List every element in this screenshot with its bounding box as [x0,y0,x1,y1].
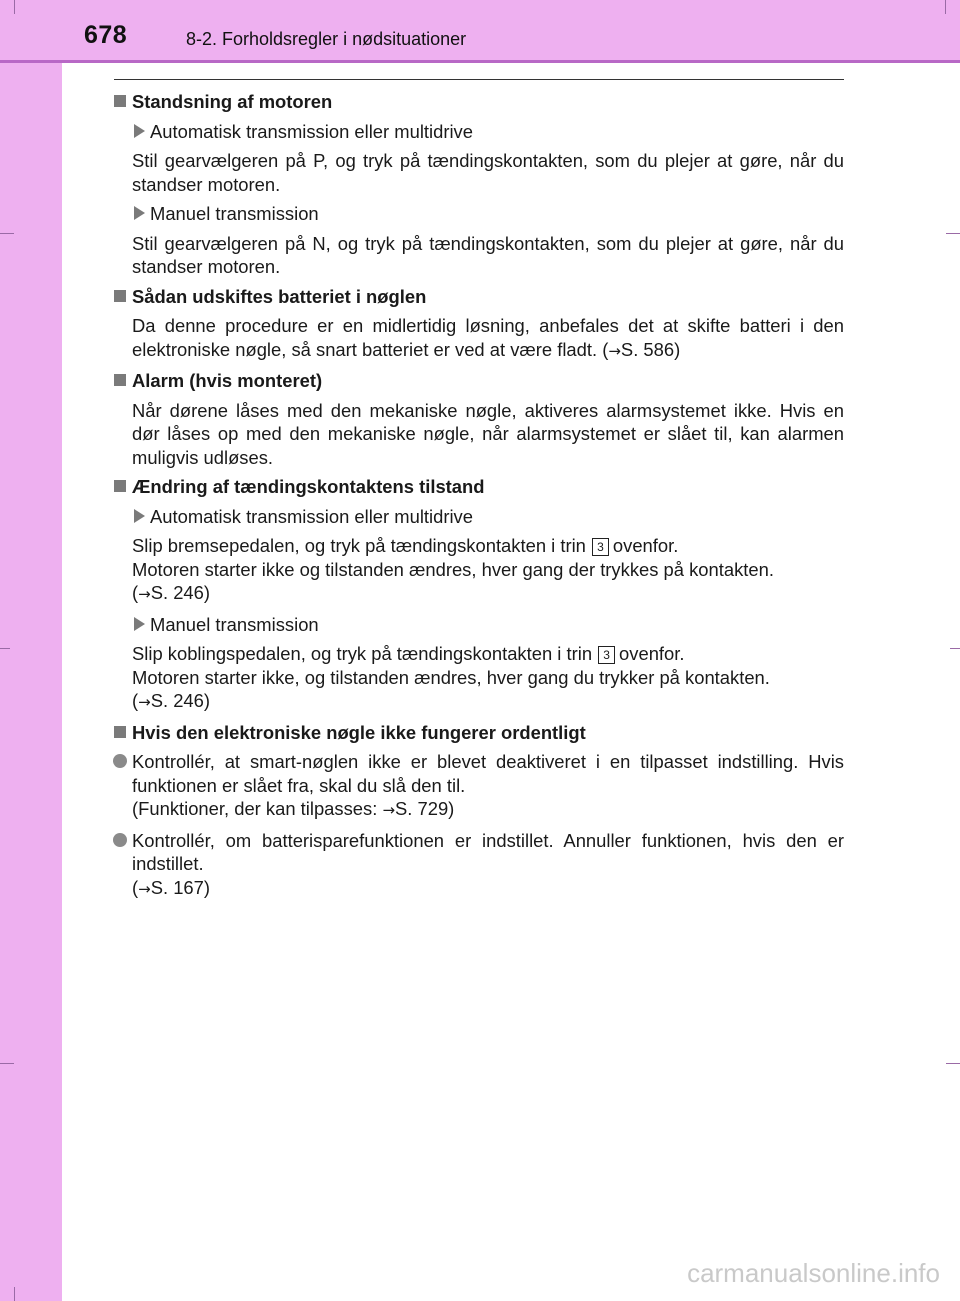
crop-mark [950,648,960,649]
square-bullet-icon [114,374,126,386]
subheading-manual [112,202,844,226]
heading-ignition-mode [112,475,844,499]
square-bullet-icon [114,480,126,492]
paragraph-line [132,534,844,558]
crop-mark [0,233,14,234]
crop-mark [946,1063,960,1064]
triangle-bullet-icon [134,206,145,220]
paragraph [112,314,844,363]
paren: ( [132,690,139,711]
page-content [112,90,844,907]
paragraph-line [132,581,844,607]
heading-text: Alarm (hvis monteret) [132,370,323,391]
subheading-manual [112,613,844,637]
subheading-text: Manuel transmission [150,613,319,635]
page-reference: S. 246) [150,690,210,711]
paragraph-line: Kontrollér, om batterisparefunktionen er indstillet. Annuller funktionen, hvis den er indstillet. [132,829,844,874]
step-number-box: 3 [592,538,609,556]
paren: ( [132,582,139,603]
paragraph-text: Slip koblingspedalen, og tryk på tændingskontakten i trin [132,643,593,664]
page-reference: S. 729) [395,798,455,819]
paren: ( [132,876,139,898]
triangle-bullet-icon [134,509,145,523]
arrow-right-icon: → [138,585,151,603]
heading-text: Standsning af motoren [132,91,333,112]
paragraph-text: Da denne procedure er en midlertidig løsning, anbefales det at skifte batteri i den elektroniske nøgle, så snart batteriet er ved at være fladt. ( [132,315,844,360]
paragraph-line: Kontrollér, at smart-nøglen ikke er blevet deaktiveret i en tilpasset indstilling. Hvis funktionen er slået fra, skal du slå den til. [132,751,844,796]
subheading-text: Manuel transmission [150,203,319,224]
subheading-automatic [112,120,844,144]
paragraph: Stil gearvælgeren på P, og tryk på tændingskontakten, som du plejer at gøre, når du standser motoren. [132,150,844,195]
paragraph: Stil gearvælgeren på N, og tryk på tændingskontakten, som du plejer at gøre, når du standser motoren. [132,232,844,277]
crop-mark [14,1287,15,1301]
triangle-bullet-icon [134,617,145,631]
heading-text: Sådan udskiftes batteriet i nøglen [132,285,427,307]
heading-key-malfunction [112,721,844,745]
subheading-text: Automatisk transmission eller multidrive [150,120,473,142]
content-rule [114,79,844,80]
paragraph-text: ovenfor. [612,535,679,556]
paragraph-line [132,642,844,666]
circle-bullet-icon [113,754,127,768]
paragraph-text: (Funktioner, der kan tilpasses: [132,798,383,819]
header-band [0,0,960,60]
crop-mark [0,1063,14,1064]
watermark: carmanualsonline.info [687,1258,940,1288]
heading-text: Hvis den elektroniske nøgle ikke fungerer ordentligt [132,721,586,743]
square-bullet-icon [114,95,126,107]
page-reference: S. 246) [150,582,210,603]
list-item [112,750,844,823]
page-reference: S. 167) [150,876,210,898]
step-number-box: 3 [598,646,615,664]
page-reference: S. 586) [620,338,681,360]
paragraph-line [132,876,844,902]
arrow-right-icon: → [138,693,151,711]
page-number: 678 [84,21,128,49]
crop-mark [945,0,946,14]
paragraph [112,534,844,607]
paragraph [112,642,844,715]
triangle-bullet-icon [134,124,145,138]
paragraph-line: Motoren starter ikke, og tilstanden ændres, hver gang du trykker på kontakten. [132,666,770,688]
heading-stop-engine [112,90,844,114]
section-title: 8-2. Forholdsregler i nødsituationer [186,29,467,49]
paragraph: Når dørene låses med den mekaniske nøgle, aktiveres alarmsystemet ikke. Hvis en dør låses op med den mekaniske nøgle, når alarmsystemet er slået til, kan alarmen muligvis udløses. [132,399,844,468]
header-divider [0,60,960,63]
heading-replace-key-battery [112,285,844,309]
subheading-text: Automatisk transmission eller multidrive [150,505,473,527]
paragraph-text: ovenfor. [619,643,685,664]
side-tab-band [0,0,62,1301]
square-bullet-icon [114,290,126,302]
arrow-right-icon: → [608,341,621,360]
arrow-right-icon: → [382,801,396,819]
arrow-right-icon: → [138,879,151,898]
circle-bullet-icon [113,833,127,847]
heading-text: Ændring af tændingskontaktens tilstand [132,476,485,497]
crop-mark [946,233,960,234]
crop-mark [0,648,10,649]
paragraph-line: Motoren starter ikke og tilstanden ændres, hver gang der trykkes på kontakten. [132,558,774,580]
list-item [112,829,844,902]
square-bullet-icon [114,726,126,738]
crop-mark [14,0,15,14]
paragraph-line [132,689,844,715]
subheading-automatic [112,505,844,529]
heading-alarm [112,369,844,393]
paragraph-text: Slip bremsepedalen, og tryk på tændingskontakten i trin [132,535,586,556]
paragraph-line [132,797,844,823]
